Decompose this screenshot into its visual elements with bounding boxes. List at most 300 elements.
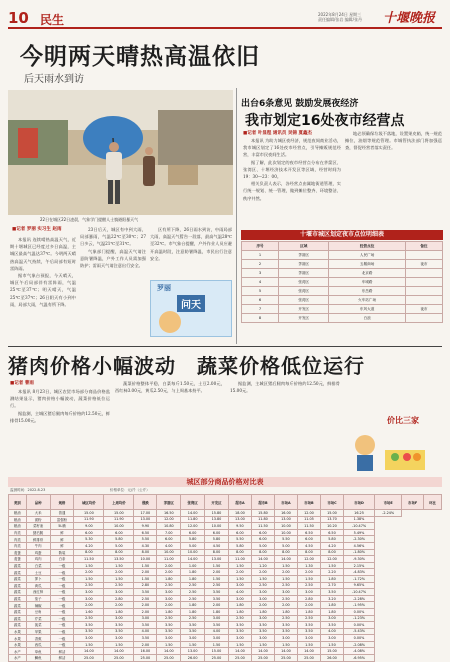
masthead-rule bbox=[8, 27, 442, 29]
table-cell: 菠菜 bbox=[26, 622, 50, 629]
table-cell: 11.50 bbox=[74, 556, 104, 563]
masthead bbox=[0, 0, 450, 30]
table-cell: 鲜 bbox=[50, 536, 74, 543]
table-cell: 1.80 bbox=[181, 575, 205, 582]
table-cell: -2.08% bbox=[343, 641, 374, 648]
table-cell: 一级 bbox=[50, 575, 74, 582]
table-cell: 蔬菜 bbox=[9, 589, 27, 596]
table-cell: 5 bbox=[242, 287, 279, 296]
table-cell: 白浪 bbox=[329, 314, 405, 323]
table-cell: 4.30 bbox=[134, 542, 157, 549]
table-cell: 1.50 bbox=[205, 562, 229, 569]
table-cell: 1.60 bbox=[74, 608, 104, 615]
table-row bbox=[9, 615, 442, 622]
table-cell: 13.00 bbox=[228, 516, 251, 523]
table-cell: 11.90 bbox=[74, 516, 104, 523]
price-table-unit: 价格单位：元/斤（公斤） bbox=[110, 488, 150, 492]
table-cell: 9.50 bbox=[228, 523, 251, 530]
table-cell: 26.00 bbox=[181, 655, 205, 662]
table-cell: 5.00 bbox=[181, 542, 205, 549]
table-cell: 粮油 bbox=[9, 523, 27, 530]
table-cell: 11.00 bbox=[157, 556, 181, 563]
table-cell bbox=[405, 314, 442, 323]
table-cell: 1.50 bbox=[74, 575, 104, 582]
table-cell: 25.00 bbox=[297, 655, 320, 662]
table-cell: 萝卜 bbox=[26, 575, 50, 582]
table-cell: 白菜 bbox=[26, 562, 50, 569]
right-paragraph: 本报讯 为助力城区夜经济，规范夜间商业活动，我市城区划定了16处夜市经营点，引导摊贩规范经营，丰富市民夜间生活。 bbox=[243, 138, 341, 158]
table-cell: 粮油 bbox=[9, 510, 27, 517]
table-cell: 1.80 bbox=[228, 602, 251, 609]
table-cell: 4.50 bbox=[205, 542, 229, 549]
table-cell: 1.50 bbox=[74, 562, 104, 569]
table-row bbox=[9, 589, 442, 596]
table-cell: 3.20 bbox=[320, 595, 343, 602]
table-row bbox=[9, 655, 442, 662]
table-cell: 2.00 bbox=[251, 569, 274, 576]
table-cell: 8.00 bbox=[228, 549, 251, 556]
table-cell: 1.80 bbox=[297, 608, 320, 615]
table-cell: 苹果 bbox=[26, 628, 50, 635]
newspaper-logo: 十堰晚报 bbox=[383, 11, 436, 26]
table-cell: 3.50 bbox=[181, 622, 205, 629]
cartoon-illustration bbox=[345, 405, 435, 475]
column-divider bbox=[236, 88, 237, 344]
page-number: 10 bbox=[8, 9, 29, 27]
table-cell: 6.00 bbox=[104, 529, 134, 536]
table-cell: 西瓜 bbox=[26, 641, 50, 648]
table-cell: 蔬菜 bbox=[9, 569, 27, 576]
right-headline: 我市划定16处夜市经营点 bbox=[245, 113, 405, 129]
table-cell bbox=[405, 296, 442, 305]
table-cell: 面粉 bbox=[26, 516, 50, 523]
table-cell: 普通 bbox=[50, 510, 74, 517]
table-cell: 1.30 bbox=[297, 562, 320, 569]
table-cell: 5L桶 bbox=[50, 523, 74, 530]
table-cell: 17.00 bbox=[134, 510, 157, 517]
table-cell: 一级 bbox=[50, 589, 74, 596]
table-cell: 13.00 bbox=[134, 516, 157, 523]
table-cell: 3.50 bbox=[320, 622, 343, 629]
table-cell: 6.00 bbox=[251, 536, 274, 543]
table-cell: 8.00 bbox=[104, 549, 134, 556]
table-cell: 3.00 bbox=[205, 615, 229, 622]
table-cell: 2.00 bbox=[134, 641, 157, 648]
table-cell: 1.50 bbox=[320, 641, 343, 648]
table-cell: 0.00% bbox=[343, 622, 374, 629]
table-cell: 6.50 bbox=[320, 529, 343, 536]
table-cell: 0.00% bbox=[343, 635, 374, 642]
table-cell: 4.00 bbox=[134, 628, 157, 635]
table-cell: 2.00 bbox=[297, 602, 320, 609]
table-cell: 3.00 bbox=[157, 635, 181, 642]
table-cell: 10.00 bbox=[134, 556, 157, 563]
table-cell: -1.23% bbox=[343, 615, 374, 622]
table-cell: 25.00 bbox=[274, 655, 297, 662]
table-cell: 15.00 bbox=[320, 510, 343, 517]
table-cell: 3.50 bbox=[134, 635, 157, 642]
table-row bbox=[242, 287, 443, 296]
table-cell: -2.30% bbox=[343, 536, 374, 543]
person-icon bbox=[159, 311, 181, 333]
table-row bbox=[9, 556, 442, 563]
table-cell: 3.00 bbox=[251, 635, 274, 642]
table-cell: 3.00 bbox=[104, 615, 134, 622]
table-cell: 25.00 bbox=[157, 655, 181, 662]
table-cell: 3.00 bbox=[74, 589, 104, 596]
table-cell: 4.00 bbox=[157, 542, 181, 549]
price-table-date: 监测时间：2022.8.23 bbox=[10, 488, 46, 492]
table-cell: 1.80 bbox=[320, 575, 343, 582]
table-cell: 1.50 bbox=[251, 641, 274, 648]
table-cell: 7.00 bbox=[157, 529, 181, 536]
cartoon-caption: 价比三家 bbox=[387, 416, 419, 425]
table-cell: 2.80 bbox=[104, 595, 134, 602]
lead-body-col2 bbox=[80, 226, 146, 344]
table-cell: 8.00 bbox=[274, 549, 297, 556]
table-cell: 1.20 bbox=[251, 562, 274, 569]
section-rule bbox=[8, 346, 442, 347]
table-cell: 水果 bbox=[9, 628, 27, 635]
table-row bbox=[9, 648, 442, 655]
table-header-cell: 市场B bbox=[297, 495, 320, 510]
table-header-cell: 经营点位 bbox=[329, 242, 405, 251]
side-column bbox=[150, 226, 232, 278]
lead-headline: 今明两天晴热高温依旧 bbox=[20, 44, 260, 70]
table-cell: 5.80 bbox=[205, 536, 229, 543]
table-cell: 4.00 bbox=[228, 589, 251, 596]
table-cell: 蔬菜 bbox=[9, 615, 27, 622]
table-cell: 5.00 bbox=[104, 542, 134, 549]
table-cell: 一级 bbox=[50, 569, 74, 576]
table-cell: 2.50 bbox=[181, 589, 205, 596]
table-cell: 25.00 bbox=[251, 655, 274, 662]
table-cell: 2.00 bbox=[74, 569, 104, 576]
table-cell: 夜市 bbox=[405, 305, 442, 314]
right-body-col2 bbox=[345, 130, 442, 227]
table-cell: 1.80 bbox=[181, 602, 205, 609]
table-header-cell: 涨跌 bbox=[134, 495, 157, 510]
table-cell: 3.00 bbox=[104, 635, 134, 642]
table-cell: 14.00 bbox=[181, 556, 205, 563]
table-cell: 2.20 bbox=[320, 569, 343, 576]
table-row bbox=[9, 549, 442, 556]
table-cell: 西红柿 bbox=[26, 589, 50, 596]
table-cell: 五堰商场 bbox=[329, 260, 405, 269]
table-cell: 2.00 bbox=[297, 569, 320, 576]
table-cell: 2.50 bbox=[251, 582, 274, 589]
table-cell: 3.00 bbox=[274, 635, 297, 642]
table-cell: 东风大道 bbox=[329, 305, 405, 314]
table-cell: 茅箭区 bbox=[279, 251, 329, 260]
table-row bbox=[9, 641, 442, 648]
table-cell: 3.00 bbox=[205, 635, 229, 642]
table-row bbox=[9, 628, 442, 635]
table-cell: 10.00 bbox=[157, 549, 181, 556]
table-cell: 12.00 bbox=[157, 516, 181, 523]
right-body-col1 bbox=[243, 137, 341, 227]
table-cell: 4.00 bbox=[320, 628, 343, 635]
lead-body-col1 bbox=[10, 236, 76, 344]
table-cell: 3.00 bbox=[297, 589, 320, 596]
table-cell: 3 bbox=[242, 269, 279, 278]
table-cell: 2.50 bbox=[181, 615, 205, 622]
table-cell: -5.43% bbox=[343, 628, 374, 635]
table-row bbox=[9, 602, 442, 609]
table-cell: 6.00 bbox=[157, 536, 181, 543]
table-cell: 肉类 bbox=[9, 536, 27, 543]
table-cell: 3.50 bbox=[228, 628, 251, 635]
badge-brand: 罗丽 bbox=[157, 284, 171, 292]
table-cell: 1.50 bbox=[228, 562, 251, 569]
table-cell: 3.50 bbox=[157, 622, 181, 629]
table-cell: 25.00 bbox=[104, 655, 134, 662]
table-cell: 1.50 bbox=[274, 575, 297, 582]
table-cell: 蔬菜 bbox=[9, 608, 27, 615]
table-cell: 3.00 bbox=[181, 635, 205, 642]
table-cell: 2.00 bbox=[104, 602, 134, 609]
table-cell: 1.00 bbox=[181, 562, 205, 569]
table-header-cell: 类别 bbox=[9, 495, 27, 510]
table-cell: 3.00 bbox=[274, 589, 297, 596]
issue-date bbox=[318, 12, 388, 22]
table-header-cell: 环比 bbox=[424, 495, 442, 510]
table-cell: 3.00 bbox=[251, 615, 274, 622]
table-cell: -10.47% bbox=[343, 523, 374, 530]
table-cell: 3.00 bbox=[251, 595, 274, 602]
table-cell: 3.00 bbox=[228, 595, 251, 602]
table-cell: 1.50 bbox=[134, 575, 157, 582]
table-cell: 张湾区 bbox=[279, 296, 329, 305]
table-cell: 芹菜 bbox=[26, 615, 50, 622]
table-cell: 11.50 bbox=[251, 523, 274, 530]
table-header-cell: 超市A bbox=[228, 495, 251, 510]
table-cell: 14.00 bbox=[297, 648, 320, 655]
table-cell: 5.80 bbox=[181, 536, 205, 543]
table-cell: 茄子 bbox=[26, 595, 50, 602]
table-cell: 1.80 bbox=[251, 608, 274, 615]
table-cell: 猪后腿 bbox=[26, 529, 50, 536]
table-cell: 8 bbox=[242, 314, 279, 323]
table-cell: 2.00 bbox=[134, 608, 157, 615]
table-cell: 13.00 bbox=[274, 516, 297, 523]
table-cell: 3.00 bbox=[251, 589, 274, 596]
table-cell: 2.00 bbox=[251, 602, 274, 609]
table-cell: 1.50 bbox=[157, 641, 181, 648]
table-cell: 鲜排骨 bbox=[26, 536, 50, 543]
table-cell: 3.50 bbox=[134, 589, 157, 596]
table-cell: 3.50 bbox=[104, 622, 134, 629]
table-cell: 9.90 bbox=[134, 523, 157, 530]
table-cell: 3.50 bbox=[320, 589, 343, 596]
table-cell: 3.50 bbox=[205, 589, 229, 596]
table-cell: 2.00 bbox=[157, 602, 181, 609]
table-header-cell: 市场E bbox=[375, 495, 402, 510]
table-cell: 2.50 bbox=[274, 595, 297, 602]
table-header-cell: 开发区 bbox=[205, 495, 229, 510]
table-cell: 14.00 bbox=[74, 648, 104, 655]
table-cell: 辣椒 bbox=[26, 602, 50, 609]
table-cell: 豆角 bbox=[26, 608, 50, 615]
table-row bbox=[242, 260, 443, 269]
table-cell: -10.47% bbox=[343, 589, 374, 596]
table-row bbox=[9, 635, 442, 642]
table-cell: 2.00 bbox=[274, 602, 297, 609]
table-cell: -6.95% bbox=[343, 655, 374, 662]
price-paragraph: 蔬菜价格整体平稳，白菜每斤1.50元，土豆2.00元，西红柿3.00元，黄瓜2.50元，与上周基本持平。 bbox=[115, 381, 225, 394]
table-cell: 6.00 bbox=[181, 529, 205, 536]
table-cell: 26.00 bbox=[320, 655, 343, 662]
table-cell: 开发区 bbox=[279, 305, 329, 314]
table-cell: 鲫鱼 bbox=[26, 655, 50, 662]
table-cell: 1.50 bbox=[228, 575, 251, 582]
table-cell: 11.05 bbox=[297, 516, 320, 523]
table-cell: 15.00 bbox=[205, 648, 229, 655]
table-cell: 3.50 bbox=[74, 628, 104, 635]
table-cell: -4.83% bbox=[343, 569, 374, 576]
table-cell: 14.00 bbox=[181, 510, 205, 517]
table-cell: 1.50 bbox=[274, 641, 297, 648]
table-cell: -9.30% bbox=[343, 556, 374, 563]
table-cell: 水产 bbox=[9, 655, 27, 662]
table-cell: 3.50 bbox=[297, 628, 320, 635]
table-cell: 4.20 bbox=[74, 542, 104, 549]
table-cell: 13.50 bbox=[104, 556, 134, 563]
table-cell: 1.50 bbox=[134, 562, 157, 569]
table-cell: 一级 bbox=[50, 622, 74, 629]
table-cell: 2.15% bbox=[343, 562, 374, 569]
price-table-title: 城区部分商品价格对比表 bbox=[8, 477, 442, 487]
lead-paragraph: 23日后天，城区有中到大雨，局部暴雨，气温22℃至30℃；27日多云，气温21℃至31℃。 bbox=[80, 227, 146, 247]
table-cell: 15.00 bbox=[320, 648, 343, 655]
table-cell: 5.30 bbox=[74, 536, 104, 543]
table-cell: -2.24% bbox=[375, 510, 402, 517]
table-cell: 草鱼 bbox=[26, 648, 50, 655]
table-header-cell: 张湾区 bbox=[181, 495, 205, 510]
table-row bbox=[242, 305, 443, 314]
table-cell: 2.00 bbox=[134, 602, 157, 609]
editor-line: 责任编辑/张岩 编辑/张丹 bbox=[318, 17, 362, 22]
table-cell: 北京路 bbox=[329, 269, 405, 278]
table-cell: 2.00 bbox=[74, 602, 104, 609]
table-cell: 4.56% bbox=[343, 542, 374, 549]
lead-subheadline: 后天雨水到访 bbox=[24, 74, 84, 85]
table-cell: 牛肉 bbox=[26, 542, 50, 549]
table-header-cell: 市场C bbox=[320, 495, 343, 510]
table-cell: 14.00 bbox=[251, 556, 274, 563]
table-cell: 3.00 bbox=[74, 595, 104, 602]
table-cell: 2.50 bbox=[74, 582, 104, 589]
table-cell: 肉类 bbox=[9, 529, 27, 536]
table-cell: 5.80 bbox=[228, 542, 251, 549]
table-cell: 3.50 bbox=[104, 628, 134, 635]
table-cell: 5.50 bbox=[228, 536, 251, 543]
date-line: 2022年8月24日 星期三 bbox=[318, 12, 362, 17]
table-cell: 8.00 bbox=[205, 549, 229, 556]
table-cell: 25.00 bbox=[228, 655, 251, 662]
table-header-cell: 市场F bbox=[402, 495, 424, 510]
table-cell: 一级 bbox=[50, 562, 74, 569]
table-cell: 1.80 bbox=[320, 602, 343, 609]
table-cell: 1.80 bbox=[205, 608, 229, 615]
table-cell: 一级 bbox=[50, 615, 74, 622]
table-cell: 一级 bbox=[50, 582, 74, 589]
table-cell: 15.00 bbox=[104, 510, 134, 517]
table-cell: 14.00 bbox=[251, 648, 274, 655]
price-body-col2 bbox=[115, 380, 225, 476]
table-cell: 土豆 bbox=[26, 569, 50, 576]
table-cell: 10.00 bbox=[274, 523, 297, 530]
table-cell: 5.00 bbox=[251, 542, 274, 549]
table-cell: 6.50 bbox=[134, 529, 157, 536]
table-cell: 1.80 bbox=[274, 608, 297, 615]
table-cell: 14.00 bbox=[157, 648, 181, 655]
table-cell: 6.00 bbox=[297, 536, 320, 543]
table-cell: 2.80 bbox=[297, 595, 320, 602]
table-cell: 2.50 bbox=[157, 615, 181, 622]
table-cell: 茅箭区 bbox=[279, 260, 329, 269]
table-cell: 东岳路 bbox=[329, 287, 405, 296]
table-header-cell: 区域 bbox=[279, 242, 329, 251]
table-row bbox=[9, 569, 442, 576]
table-cell: 水果 bbox=[9, 635, 27, 642]
price-body-col1 bbox=[10, 388, 110, 476]
table-cell: 1.80 bbox=[157, 608, 181, 615]
table-cell: 3.50 bbox=[157, 628, 181, 635]
table-row bbox=[9, 608, 442, 615]
table-cell bbox=[405, 251, 442, 260]
table-cell: 1.80 bbox=[181, 608, 205, 615]
table-cell: 1 bbox=[242, 251, 279, 260]
table-header-cell: 备注 bbox=[405, 242, 442, 251]
table-cell: 11.50 bbox=[297, 523, 320, 530]
table-header-cell: 上周均价 bbox=[104, 495, 134, 510]
table-cell: 1.38% bbox=[343, 516, 374, 523]
table-cell: 鲜活 bbox=[50, 655, 74, 662]
table-cell: 3.00 bbox=[157, 589, 181, 596]
table-cell: 6.00 bbox=[205, 529, 229, 536]
table-cell: 13.80 bbox=[205, 516, 229, 523]
table-cell: 1.50 bbox=[297, 641, 320, 648]
table-cell: 香蕉 bbox=[26, 635, 50, 642]
table-cell: 1.80 bbox=[157, 575, 181, 582]
side-paragraph: 区有所下降，26日雨水到访，中雨局部大雨，高温天气暂告一段落，最高气温28℃至32℃。市气象台提醒，户外作业人员应避开高温时段，注意防暑降温，市民出行注意安全。 bbox=[150, 227, 232, 261]
table-cell: 菜籽油 bbox=[26, 523, 50, 530]
table-cell: 1.50 bbox=[74, 641, 104, 648]
table-cell: 14.00 bbox=[228, 648, 251, 655]
table-cell: 张湾区 bbox=[279, 287, 329, 296]
table-cell: 16.00 bbox=[134, 648, 157, 655]
table-cell: 10.00 bbox=[104, 523, 134, 530]
table-cell: 1.50 bbox=[274, 562, 297, 569]
table-cell: 夜市 bbox=[405, 260, 442, 269]
table-header-cell: 规格 bbox=[50, 495, 74, 510]
lead-paragraph: 据市气象台预报，今天晴天，城区午后局部伴有雷阵雨，气温25℃至37℃；明天晴天，气温25℃至37℃；26日阴天有小到中雨，局部大雨，气温有所下降。 bbox=[10, 273, 76, 307]
table-cell: 茅箭区 bbox=[279, 269, 329, 278]
price-table bbox=[8, 494, 442, 662]
table-cell: 3.50 bbox=[251, 622, 274, 629]
badge-label: 问天 bbox=[177, 295, 205, 312]
table-cell: 肉类 bbox=[9, 542, 27, 549]
table-cell: 2.00 bbox=[228, 569, 251, 576]
street-scene-image bbox=[8, 90, 233, 215]
table-cell: 16.25 bbox=[343, 510, 374, 517]
table-row bbox=[9, 582, 442, 589]
table-cell: 1.80 bbox=[181, 569, 205, 576]
right-paragraph: 地必须确保垃圾不落地，设置果皮箱，统一规范摊位，油烟等规范管理。市城管执法部门将加强巡查，督促经营者落实责任。 bbox=[345, 131, 442, 151]
table-row bbox=[242, 278, 443, 287]
table-cell: 蔬菜 bbox=[9, 562, 27, 569]
